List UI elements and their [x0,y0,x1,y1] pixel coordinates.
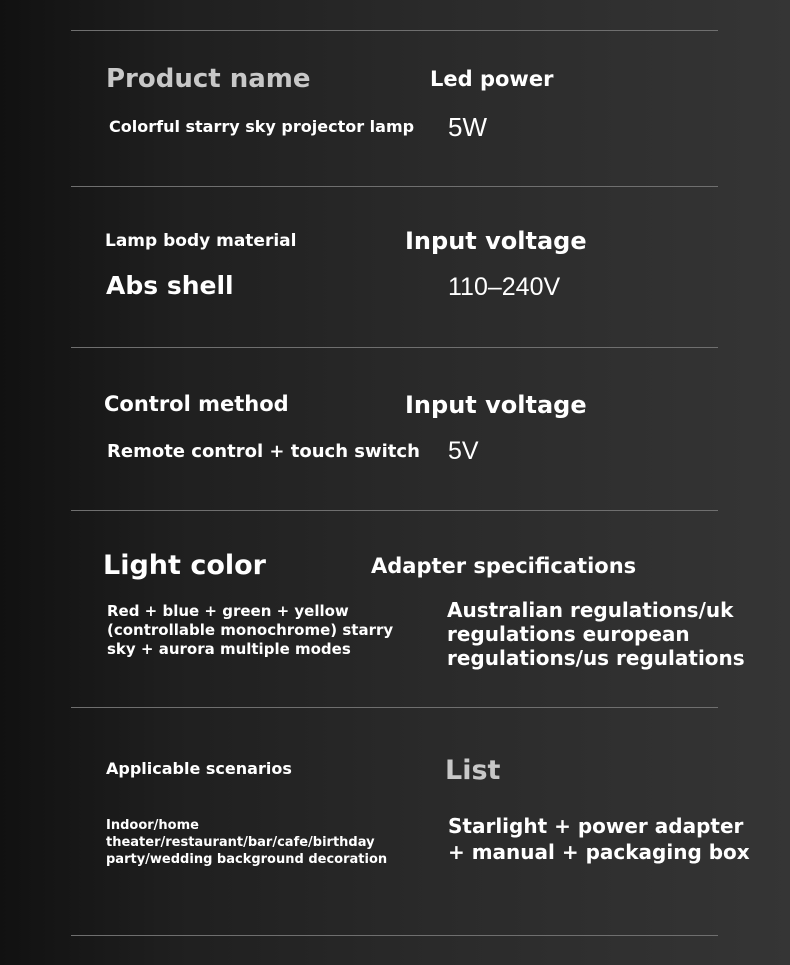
input-voltage-2-label: Input voltage [405,391,587,419]
control-method-value: Remote control + touch switch [107,441,420,462]
lamp-body-material-label: Lamp body material [105,231,297,251]
divider-top [71,30,718,31]
list-label: List [445,755,501,786]
applicable-scenarios-label: Applicable scenarios [106,759,292,778]
divider-1 [71,186,718,187]
list-value: Starlight + power adapter + manual + packaging box [448,814,750,864]
product-name-value: Colorful starry sky projector lamp [109,117,415,136]
input-voltage-2-value: 5V [448,437,479,465]
divider-2 [71,347,718,348]
product-name-label: Product name [106,64,311,94]
input-voltage-value: 110–240V [448,273,561,301]
light-color-label: Light color [103,550,266,581]
lamp-body-material-value: Abs shell [106,271,234,300]
adapter-specifications-value: Australian regulations/uk regulations european regulations/us regulations [447,598,745,670]
input-voltage-label: Input voltage [405,227,587,255]
applicable-scenarios-value: Indoor/home theater/restaurant/bar/cafe/birthday party/wedding background decoration [106,818,388,867]
adapter-specifications-label: Adapter specifications [371,554,637,578]
led-power-label: Led power [430,67,554,91]
control-method-label: Control method [104,392,289,416]
divider-bottom [71,935,718,936]
divider-4 [71,707,718,708]
light-color-value: Red + blue + green + yellow (controllable monochrome) starry sky + aurora multiple modes [107,602,394,658]
led-power-value: 5W [448,112,487,142]
divider-3 [71,510,718,511]
